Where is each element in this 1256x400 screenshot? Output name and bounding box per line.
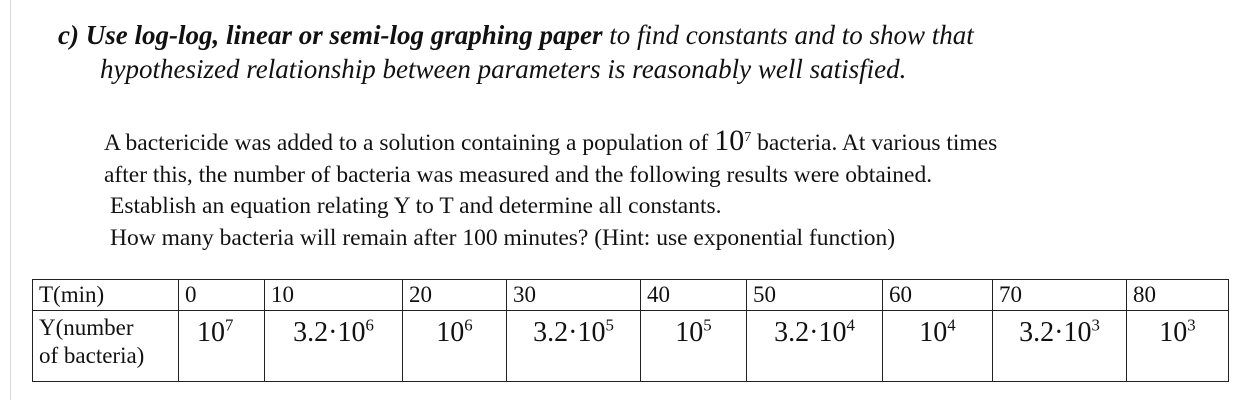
task-heading — [58, 18, 1178, 86]
heading-label: c) — [58, 20, 79, 50]
problem-line1 — [104, 125, 1224, 160]
page-left-border — [10, 0, 11, 400]
heading-rest-line1: to find constants and to show that — [602, 20, 974, 50]
count-row-label — [33, 311, 179, 382]
time-cell: 70 — [993, 280, 1127, 311]
time-cell: 80 — [1127, 280, 1229, 311]
population-base: 10 — [714, 124, 745, 157]
data-table — [32, 279, 1229, 382]
time-cell: 40 — [641, 280, 747, 311]
time-cell: 10 — [265, 280, 403, 311]
problem-line4: How many bacteria will remain after 100 minutes? (Hint: use exponential function) — [110, 224, 896, 251]
count-cell: $10^4$ — [883, 311, 993, 382]
problem-statement — [104, 125, 1224, 254]
count-cell: $10^7$ — [179, 311, 265, 382]
count-cell: $3.2\cdot 10^6$ — [265, 311, 403, 382]
time-row-label: T(min) — [33, 280, 179, 311]
population-exponent: 7 — [744, 129, 752, 146]
time-cell: 60 — [883, 280, 993, 311]
time-cell: 0 — [179, 280, 265, 311]
count-cell: $10^5$ — [641, 311, 747, 382]
count-cell: $10^6$ — [403, 311, 507, 382]
count-cell: $3.2\cdot 10^3$ — [993, 311, 1127, 382]
heading-bold-text: Use log-log, linear or semi-log graphing paper — [85, 20, 603, 50]
count-cell: $3.2\cdot 10^5$ — [507, 311, 641, 382]
time-cell: 50 — [747, 280, 883, 311]
count-row — [33, 311, 1229, 382]
count-label-line1: Y(number — [39, 315, 134, 340]
problem-line2: after this, the number of bacteria was measured and the following results were obtained. — [104, 161, 933, 188]
problem-line1-b: bacteria. At various times — [751, 130, 998, 156]
problem-line1-a: A bactericide was added to a solution containing a population of — [104, 130, 715, 156]
count-cell: $10^3$ — [1127, 311, 1229, 382]
time-cell: 20 — [403, 280, 507, 311]
problem-line3: Establish an equation relating Y to T and determine all constants. — [110, 193, 722, 219]
count-cell: $3.2\cdot 10^4$ — [747, 311, 883, 382]
time-row — [33, 280, 1229, 311]
count-label-line2: of bacteria) — [39, 343, 145, 368]
heading-line2: hypothesized relationship between parameters is reasonably well satisfied. — [100, 54, 907, 84]
time-cell: 30 — [507, 280, 641, 311]
